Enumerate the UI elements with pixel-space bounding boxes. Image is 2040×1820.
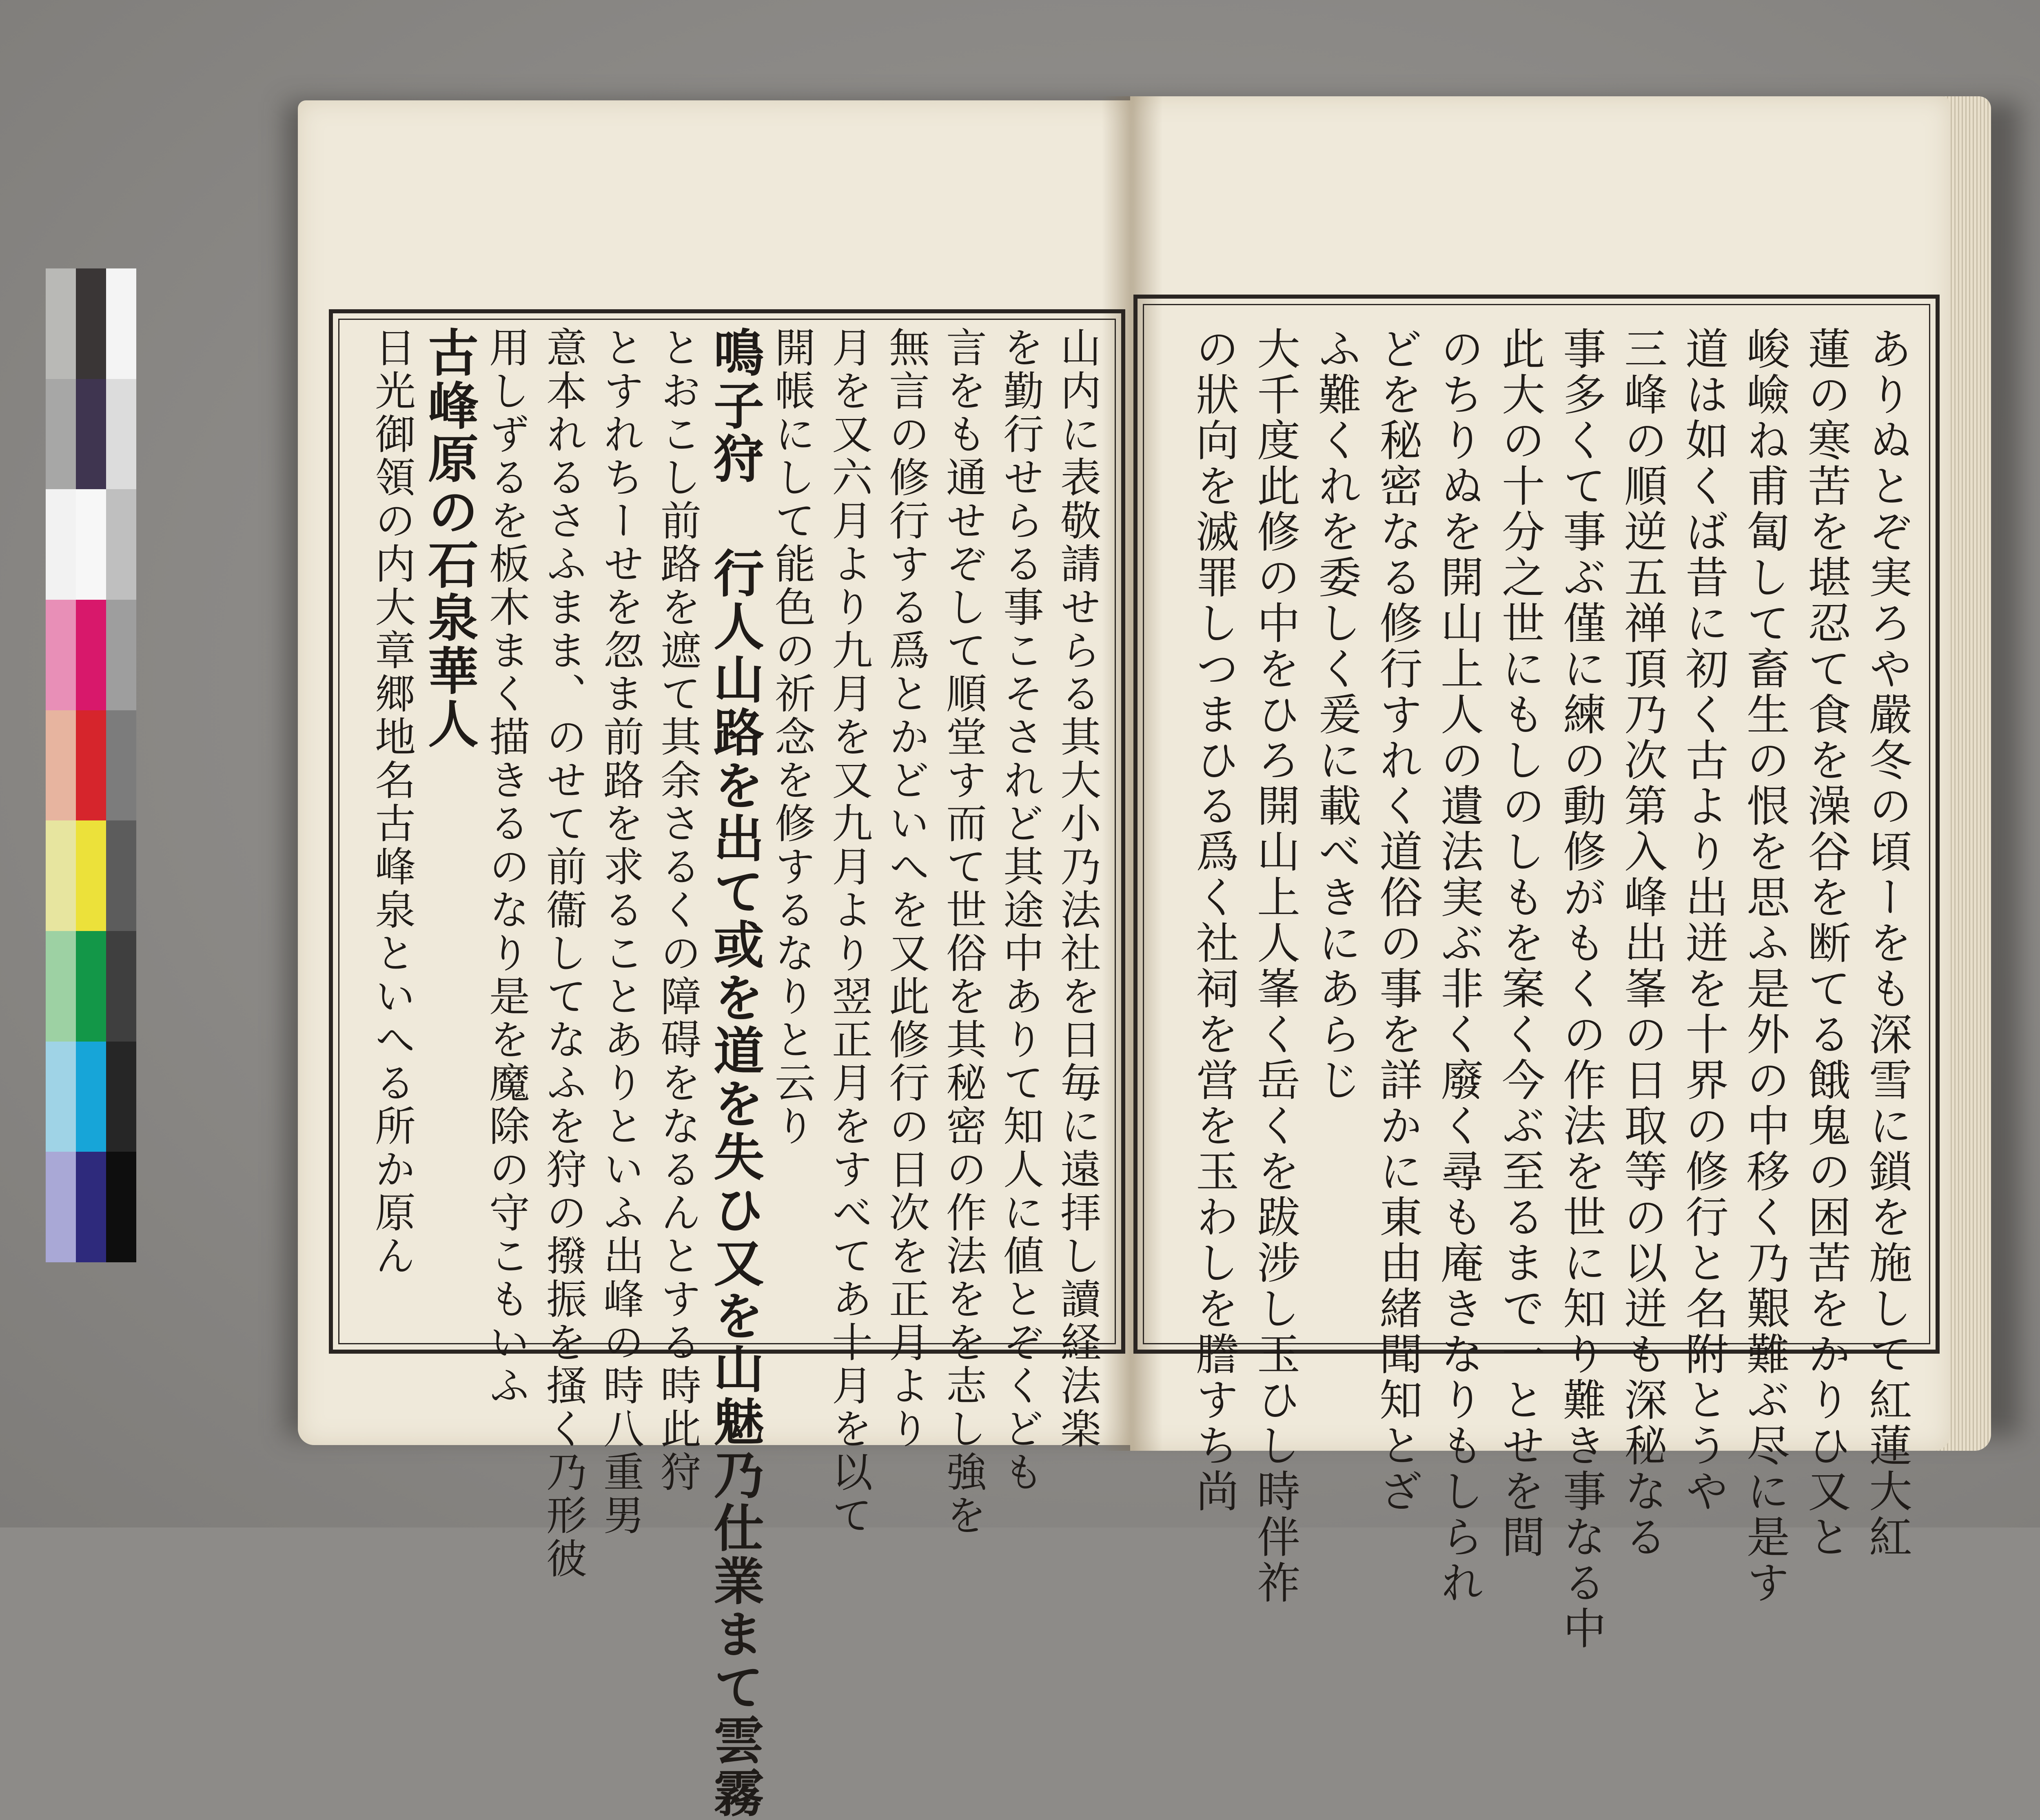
text-column: 無言の修行する爲とかどいへを又此修行の日次を正月より bbox=[882, 326, 930, 1451]
color-swatch bbox=[76, 931, 106, 1042]
color-swatch bbox=[106, 820, 136, 931]
color-swatch bbox=[76, 489, 106, 600]
color-swatch bbox=[106, 379, 136, 490]
text-column: 峻嶮ね甫匐して畜生の恨を思ふ是外の中移く乃艱難ぶ尽に是す bbox=[1740, 326, 1790, 1606]
text-column: とすれちーせを忽ま前路を求ることありといふ出峰の時八重男 bbox=[596, 326, 644, 1537]
checker-row bbox=[46, 268, 136, 379]
color-swatch bbox=[106, 1152, 136, 1262]
text-column: を勤行せらる事こそされど其途中ありて知人に値とぞくども bbox=[996, 326, 1044, 1494]
right-page-text bbox=[1163, 326, 1918, 1652]
color-swatch bbox=[106, 489, 136, 600]
checker-row bbox=[46, 1152, 136, 1262]
checker-row bbox=[46, 820, 136, 931]
color-swatch bbox=[46, 268, 76, 379]
text-column: 古峰原の石泉華人 bbox=[419, 326, 479, 751]
color-swatch bbox=[106, 1042, 136, 1152]
color-swatch bbox=[46, 1042, 76, 1152]
color-swatch bbox=[46, 710, 76, 821]
checker-row bbox=[46, 1042, 136, 1152]
color-swatch bbox=[106, 710, 136, 821]
checker-row bbox=[46, 710, 136, 821]
text-column: 事多くて事ぶ僅に練の動修がもくの作法を世に知り難き事なる中 bbox=[1556, 326, 1606, 1652]
color-swatch bbox=[76, 820, 106, 931]
color-swatch bbox=[76, 1152, 106, 1262]
text-column: 月を又六月より九月を又九月より翌正月をすべてあ十月を以て bbox=[825, 326, 873, 1537]
text-column: 三峰の順逆五禅頂乃次第入峰出峯の日取等の以迸も深秘なる bbox=[1617, 326, 1667, 1560]
color-swatch bbox=[46, 1152, 76, 1262]
text-column: 山内に表敬請せらる其大小乃法社を日毎に遠拝し讀経法楽 bbox=[1053, 326, 1101, 1451]
text-column: とおこし前路を遮て其余さるくの障碍をなるんとする時此狩 bbox=[654, 326, 701, 1494]
color-swatch bbox=[76, 710, 106, 821]
color-swatch bbox=[76, 379, 106, 490]
color-swatch bbox=[106, 931, 136, 1042]
checker-row bbox=[46, 600, 136, 710]
color-swatch bbox=[46, 379, 76, 490]
text-column: 此大の十分之世にもしのしもを案く今ぶ至るまで一とせを間 bbox=[1495, 326, 1545, 1560]
checker-row bbox=[46, 931, 136, 1042]
checker-row bbox=[46, 379, 136, 490]
text-column: 開帳にして能色の祈念を修するなりと云り bbox=[768, 326, 816, 1148]
color-swatch bbox=[76, 1042, 106, 1152]
color-swatch bbox=[76, 600, 106, 710]
text-column: ありぬとぞ実ろや嚴冬の頃ーをも深雪に鎖を施して紅蓮大紅 bbox=[1862, 326, 1912, 1560]
text-column: のちりぬを開山上人の遺法実ぶ非く廢く尋も庵きなりもしられ bbox=[1434, 326, 1484, 1606]
text-column: どを秘密なる修行すれく道俗の事を詳かに東由緒聞知とざ bbox=[1373, 326, 1423, 1514]
text-column: 意本れるさふまま、のせて前衞してなふを狩の撥振を搔く乃形彼 bbox=[539, 326, 587, 1581]
color-swatch bbox=[46, 931, 76, 1042]
color-swatch bbox=[46, 489, 76, 600]
text-column: 鳴子狩 行人山路を出て或を道を失ひ又を山魅乃仕業まて雲霧 bbox=[705, 326, 764, 1820]
text-column: 日光御領の内大章郷地名古峰泉といへる所か原ん bbox=[368, 326, 416, 1278]
color-swatch bbox=[46, 600, 76, 710]
text-column: 用しずるを板木まく描きるのなり是を魔除の守こもいふ bbox=[482, 326, 530, 1408]
color-swatch bbox=[76, 268, 106, 379]
text-column: 言をも通せぞして順堂す而て世俗を其秘密の作法をを志し強を bbox=[939, 326, 987, 1537]
left-page-text bbox=[351, 326, 1106, 1820]
text-column: 道は如くば昔に初く古より出迸を十界の修行と名附とうや bbox=[1679, 326, 1729, 1514]
checker-row bbox=[46, 489, 136, 600]
text-column: ふ難くれを委しく爰に載べきにあらじ bbox=[1311, 326, 1361, 1103]
color-checker-strip bbox=[46, 268, 136, 1262]
text-column: の狀向を滅罪しつまひる爲く社祠を営を玉わしを謄すち尚 bbox=[1189, 326, 1239, 1514]
text-column: 蓮の寒苦を堪忍て食を澡谷を断てる餓鬼の困苦をかりひ又と bbox=[1801, 326, 1851, 1560]
text-column: 大千度此修の中をひろ開山上人峯く岳くを跋涉し玉ひし時伴祚 bbox=[1250, 326, 1300, 1606]
color-swatch bbox=[106, 600, 136, 710]
color-swatch bbox=[106, 268, 136, 379]
color-swatch bbox=[46, 820, 76, 931]
